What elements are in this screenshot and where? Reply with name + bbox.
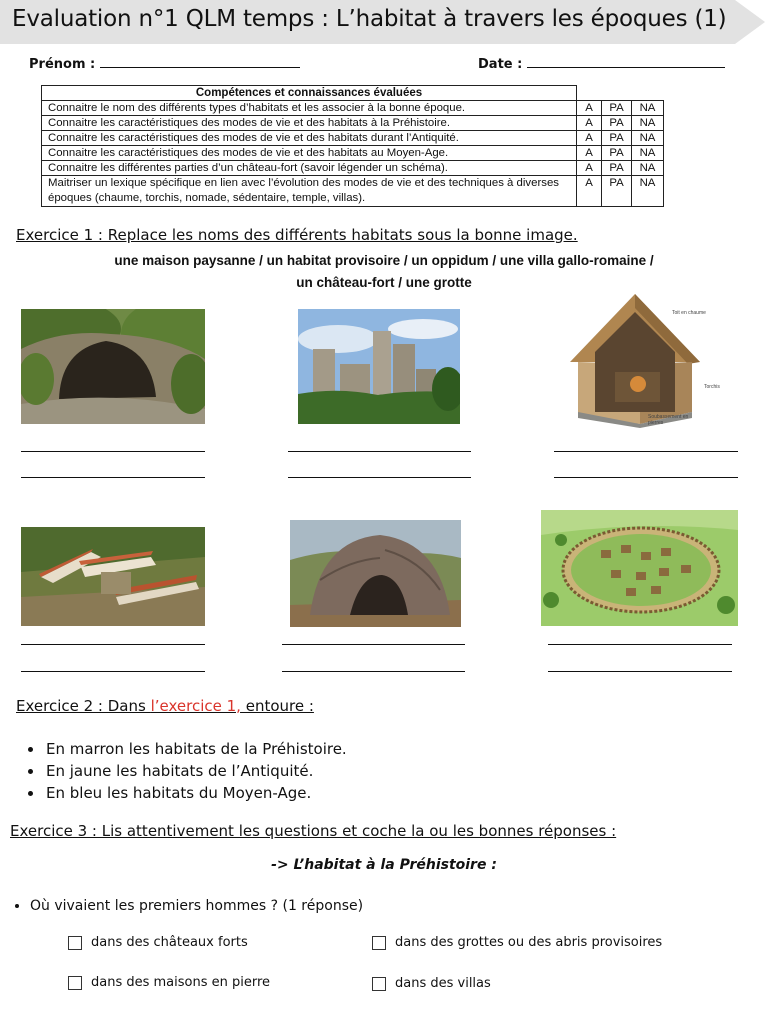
level-na[interactable]: NA bbox=[632, 101, 664, 116]
exercise-1-reference-link[interactable]: l’exercice 1, bbox=[150, 697, 241, 715]
exercise-2-heading-prefix: Exercice 2 : Dans bbox=[16, 697, 151, 715]
level-a[interactable]: A bbox=[577, 176, 602, 207]
level-pa[interactable]: PA bbox=[602, 176, 632, 207]
skill-row-1: Connaitre le nom des différents types d’habitats et les associer à la bonne époque. bbox=[42, 101, 577, 116]
skill-row-6: Maitriser un lexique spécifique en lien avec l’évolution des modes de vie et des techniques à diverses époques (chaume, torchis, nomade, sédentaire, temple, villas). bbox=[42, 176, 577, 207]
skills-table-header: Compétences et connaissances évaluées bbox=[42, 86, 577, 101]
temporary-shelter-photo bbox=[290, 520, 461, 627]
exercise-3-heading: Exercice 3 : Lis attentivement les questions et coche la ou les bonnes réponses : bbox=[10, 822, 617, 840]
answer-line[interactable] bbox=[554, 477, 738, 478]
roof-label: Toit en chaume bbox=[672, 310, 706, 316]
checkbox[interactable] bbox=[372, 977, 386, 991]
question-text: • Où vivaient les premiers hommes ? (1 réponse) bbox=[30, 898, 363, 914]
level-pa[interactable]: PA bbox=[602, 146, 632, 161]
exercise-2-heading bbox=[16, 697, 314, 715]
level-na[interactable]: NA bbox=[632, 116, 664, 131]
date-label: Date : bbox=[478, 57, 523, 72]
castle-photo bbox=[298, 309, 460, 424]
level-pa[interactable]: PA bbox=[602, 131, 632, 146]
question-list bbox=[12, 898, 363, 914]
gallo-roman-villa-photo bbox=[21, 527, 205, 626]
level-na[interactable]: NA bbox=[632, 146, 664, 161]
choice-grottes[interactable] bbox=[372, 935, 662, 950]
choice-villas[interactable] bbox=[372, 976, 491, 991]
list-item: • En marron les habitats de la Préhistoire. bbox=[44, 738, 347, 760]
answer-line[interactable] bbox=[21, 451, 205, 452]
section-subtitle: -> L’habitat à la Préhistoire : bbox=[271, 857, 497, 873]
prenom-blank[interactable] bbox=[100, 55, 300, 68]
level-a[interactable]: A bbox=[577, 146, 602, 161]
prenom-field bbox=[29, 55, 300, 72]
list-item: • En jaune les habitats de l’Antiquité. bbox=[44, 760, 347, 782]
page-title: Evaluation n°1 QLM temps : L’habitat à travers les époques (1) bbox=[12, 6, 727, 32]
exercise-1-heading: Exercice 1 : Replace les noms des différents habitats sous la bonne image. bbox=[16, 226, 578, 244]
wordbank-line-1: une maison paysanne / un habitat provisoire / un oppidum / une villa gallo-romaine / bbox=[114, 253, 654, 268]
skills-table-header-spacer bbox=[577, 86, 664, 101]
answer-line[interactable] bbox=[554, 451, 738, 452]
answer-line[interactable] bbox=[21, 477, 205, 478]
level-a[interactable]: A bbox=[577, 101, 602, 116]
answer-line[interactable] bbox=[282, 671, 465, 672]
exercise-2-heading-suffix: entoure : bbox=[240, 697, 314, 715]
wall-label: Torchis bbox=[704, 384, 720, 390]
oppidum-illustration bbox=[541, 510, 738, 626]
date-field bbox=[478, 55, 725, 72]
skill-row-5: Connaitre les différentes parties d’un château-fort (savoir légender un schéma). bbox=[42, 161, 577, 176]
foundation-label: Soubassement en pierres bbox=[648, 414, 689, 426]
answer-line[interactable] bbox=[288, 477, 471, 478]
level-pa[interactable]: PA bbox=[602, 161, 632, 176]
answer-line[interactable] bbox=[21, 671, 205, 672]
answer-line[interactable] bbox=[21, 644, 205, 645]
level-a[interactable]: A bbox=[577, 116, 602, 131]
title-banner-arrow bbox=[735, 0, 765, 44]
choice-chateaux[interactable] bbox=[68, 935, 248, 950]
level-pa[interactable]: PA bbox=[602, 116, 632, 131]
level-na[interactable]: NA bbox=[632, 176, 664, 207]
level-a[interactable]: A bbox=[577, 131, 602, 146]
skill-row-4: Connaitre les caractéristiques des modes de vie et des habitats au Moyen-Age. bbox=[42, 146, 577, 161]
date-blank[interactable] bbox=[527, 55, 725, 68]
answer-line[interactable] bbox=[288, 451, 471, 452]
cave-photo bbox=[21, 309, 205, 424]
choice-label: dans des villas bbox=[395, 976, 491, 991]
prenom-label: Prénom : bbox=[29, 57, 96, 72]
color-instructions-list bbox=[22, 738, 347, 804]
checkbox[interactable] bbox=[68, 936, 82, 950]
skills-table bbox=[41, 85, 664, 207]
choice-label: dans des maisons en pierre bbox=[91, 975, 271, 990]
level-a[interactable]: A bbox=[577, 161, 602, 176]
checkbox[interactable] bbox=[372, 936, 386, 950]
wordbank-line-2: un château-fort / une grotte bbox=[296, 275, 472, 290]
answer-line[interactable] bbox=[548, 671, 732, 672]
level-na[interactable]: NA bbox=[632, 131, 664, 146]
answer-line[interactable] bbox=[282, 644, 465, 645]
choice-maisons-pierre[interactable] bbox=[68, 975, 270, 990]
list-item: • En bleu les habitats du Moyen-Age. bbox=[44, 782, 347, 804]
skill-row-3: Connaitre les caractéristiques des modes de vie et des habitats durant l’Antiquité. bbox=[42, 131, 577, 146]
level-pa[interactable]: PA bbox=[602, 101, 632, 116]
choice-label: dans des grottes ou des abris provisoires bbox=[395, 935, 663, 950]
answer-line[interactable] bbox=[548, 644, 732, 645]
checkbox[interactable] bbox=[68, 976, 82, 990]
peasant-house-illustration bbox=[560, 292, 738, 428]
skill-row-2: Connaitre les caractéristiques des modes de vie et des habitats à la Préhistoire. bbox=[42, 116, 577, 131]
choice-label: dans des châteaux forts bbox=[91, 935, 248, 950]
level-na[interactable]: NA bbox=[632, 161, 664, 176]
